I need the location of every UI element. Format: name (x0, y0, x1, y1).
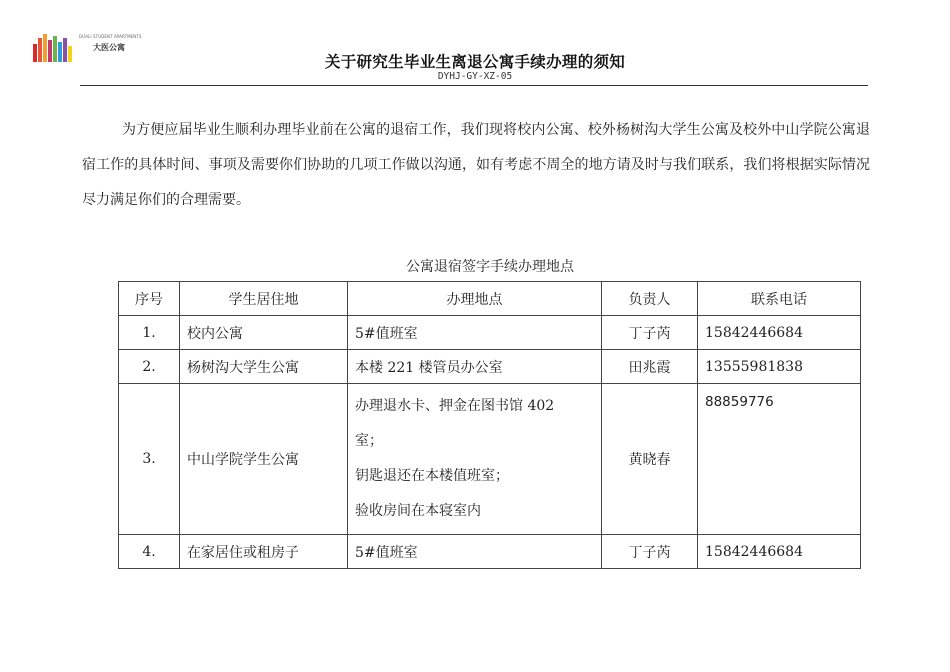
table-caption: 公寓退宿签字手续办理地点 (406, 259, 574, 275)
header-residence: 学生居住地 (180, 282, 348, 316)
location-line: 室； (355, 433, 383, 449)
table-row (119, 350, 861, 384)
header-divider (80, 85, 868, 86)
intro-paragraph: 为方便应届毕业生顺利办理毕业前在公寓的退宿工作，我们现将校内公寓、校外杨树沟大学生公寓及校外中山学院公寓退宿工作的具体时间、事项及需要你们协助的几项工作做以沟通，如有考虑不周全的地方请及时与我们联系，我们将根据实际情况尽力满足你们的合理需要。 (82, 122, 870, 208)
header-index: 序号 (119, 282, 180, 316)
header-person: 负责人 (602, 282, 698, 316)
table-row (119, 316, 861, 350)
row-residence: 杨树沟大学生公寓 (180, 350, 348, 384)
row-person: 田兆霞 (602, 350, 698, 384)
row-location (348, 384, 602, 535)
row-location: 5#值班室 (348, 535, 602, 569)
header-phone: 联系电话 (698, 282, 861, 316)
location-line: 验收房间在本寝室内 (355, 503, 481, 519)
row-location: 本楼 221 楼管员办公室 (348, 350, 602, 384)
header-location: 办理地点 (348, 282, 602, 316)
document-code: DYHJ-GY-XZ-05 (437, 71, 513, 82)
row-person: 黄晓春 (602, 384, 698, 535)
table-header-row (119, 282, 861, 316)
row-person: 丁子芮 (602, 535, 698, 569)
table-row (119, 535, 861, 569)
row-index: 3. (119, 384, 180, 535)
row-residence: 在家居住或租房子 (180, 535, 348, 569)
row-phone: 13555981838 (698, 350, 861, 384)
table-row (119, 384, 861, 535)
row-location: 5#值班室 (348, 316, 602, 350)
row-phone: 15842446684 (698, 316, 861, 350)
checkout-locations-table (118, 281, 861, 569)
logo-chinese-text: 大医公寓 (93, 43, 125, 52)
location-line: 办理退水卡、押金在图书馆 402 (355, 398, 555, 414)
row-phone: 88859776 (698, 384, 861, 535)
location-line: 钥匙退还在本楼值班室； (355, 468, 509, 484)
row-index: 2. (119, 350, 180, 384)
row-phone: 15842446684 (698, 535, 861, 569)
row-person: 丁子芮 (602, 316, 698, 350)
row-residence: 中山学院学生公寓 (180, 384, 348, 535)
row-residence: 校内公寓 (180, 316, 348, 350)
row-index: 4. (119, 535, 180, 569)
row-index: 1. (119, 316, 180, 350)
document-title: 关于研究生毕业生离退公寓手续办理的须知 (324, 53, 626, 71)
logo-english-text: DUALI STUDENT APARTMENTS (79, 34, 142, 39)
